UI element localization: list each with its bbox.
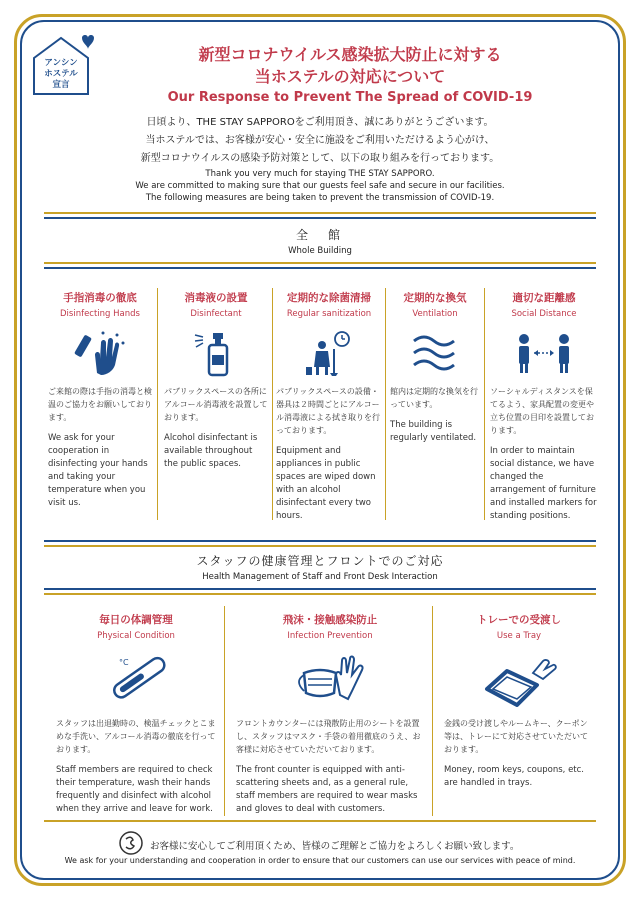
item-title-ja: 飛沫・接触感染防止 xyxy=(282,614,378,626)
column-divider xyxy=(385,288,386,520)
item-desc-en: We ask for your cooperation in disinfecting your hands and taking your temperature when you visit us. xyxy=(48,433,148,508)
page-title-ja xyxy=(120,44,580,88)
item-desc-en: Equipment and appliances in public spaces are wiped down with an alcohol disinfectant every two hours. xyxy=(276,446,376,521)
item-title-ja: トレーでの受渡し xyxy=(477,614,561,626)
column-divider xyxy=(272,288,273,520)
item-desc-en: The building is regularly ventilated. xyxy=(390,420,477,443)
wind-icon xyxy=(408,329,462,377)
item-physical-condition xyxy=(56,612,216,816)
item-title-en: Use a Tray xyxy=(496,631,542,641)
intro-ja xyxy=(40,114,600,168)
section1-top-blue-rule xyxy=(44,217,596,219)
intro-ja-line: 新型コロナウイルスの感染予防対策として、以下の取り組みを行っております。 xyxy=(140,153,500,164)
item-desc-ja: 金銭の受け渡しやルームキー、クーポン等は、トレーにて対応させていただいております。 xyxy=(444,719,588,754)
column-divider xyxy=(432,606,433,816)
tray-icon xyxy=(479,651,559,709)
item-title-ja: 適切な距離感 xyxy=(512,292,576,304)
hand-sanitize-icon xyxy=(73,329,127,377)
item-title-en: Disinfecting Hands xyxy=(60,309,140,319)
section2-bottom-blue-rule xyxy=(44,588,596,590)
distance-icon xyxy=(514,329,574,377)
badge-line3: 宣言 xyxy=(52,80,70,90)
item-desc-en: The front counter is equipped with anti-scattering sheets and, as a general rule, staff members are required to wear masks and gloves to deal with customers. xyxy=(236,765,418,814)
intro-en-line: The following measures are being taken to prevent the transmission of COVID-19. xyxy=(145,193,495,203)
item-desc-en: Alcohol disinfectant is available throughout the public spaces. xyxy=(164,433,258,469)
item-social-distance xyxy=(490,290,598,523)
intro-ja-line: 当ホステルでは、お客様が安心・安全に施設をご利用いただけるよう心がけ、 xyxy=(145,135,495,146)
item-title-ja: 手指消毒の徹底 xyxy=(63,292,137,304)
section2-top-gold-rule xyxy=(44,545,596,547)
column-divider xyxy=(484,288,485,520)
title-line1: 新型コロナウイルス感染拡大防止に対する xyxy=(198,45,502,64)
item-title-en: Infection Prevention xyxy=(287,631,373,641)
item-desc-ja: ソーシャルディスタンスを保てるよう、家具配置の変更や立ち位置の目印を設置しております。 xyxy=(490,387,594,435)
item-title-ja: 定期的な換気 xyxy=(403,292,467,304)
thermometer-icon xyxy=(101,651,171,709)
item-title-ja: 定期的な除菌清掃 xyxy=(287,292,371,304)
svg-text:°C: °C xyxy=(119,658,129,667)
spray-bottle-icon xyxy=(189,329,243,377)
section1-title-en: Whole Building xyxy=(288,246,352,256)
footer-gold-rule xyxy=(44,820,596,822)
item-regular-sanitization xyxy=(276,290,382,523)
section1-title-ja: 全 館 xyxy=(295,228,344,242)
item-use-a-tray xyxy=(444,612,594,790)
section2-top-blue-rule xyxy=(44,540,596,542)
column-divider xyxy=(224,606,225,816)
anshin-hostel-badge xyxy=(28,30,106,100)
item-infection-prevention xyxy=(236,612,424,816)
section1-top-gold-rule xyxy=(44,212,596,214)
item-disinfectant xyxy=(164,290,268,471)
cleaning-icon xyxy=(302,329,356,377)
item-desc-ja: 館内は定期的な換気を行っています。 xyxy=(390,387,478,409)
item-title-ja: 毎日の体調管理 xyxy=(99,614,173,626)
section1-bottom-gold-rule xyxy=(44,262,596,264)
section2-title-en: Health Management of Staff and Front Desk Interaction xyxy=(202,572,438,582)
footer-message-en: We ask for your understanding and cooperation in order to ensure that our customers can use our services with peace of mind. xyxy=(64,856,576,865)
item-desc-en: Staff members are required to check their temperature, wash their hands frequently and disinfect with alcohol when they arrive and leave for work. xyxy=(56,765,213,814)
item-desc-en: Money, room keys, coupons, etc. are handled in trays. xyxy=(444,765,585,788)
footer-message-ja: お客様に安心してご利用頂くため、皆様のご理解とご協力をよろしくお願い致します。 xyxy=(150,841,520,852)
item-title-en: Social Distance xyxy=(511,309,577,319)
item-desc-ja: パブリックスペースの設備・器具は２時間ごとにアルコール消毒液による拭き取りを行っております。 xyxy=(276,387,380,435)
badge-line1: アンシン xyxy=(44,58,78,68)
mask-gloves-icon xyxy=(290,651,370,709)
item-desc-en: In order to maintain social distance, we have changed the arrangement of furniture and installed markers for standing positions. xyxy=(490,446,597,521)
item-title-en: Disinfectant xyxy=(190,309,242,319)
intro-en-line: Thank you very much for staying THE STAY SAPPORO. xyxy=(205,169,435,179)
stay-sapporo-logo-icon xyxy=(118,830,144,856)
item-title-en: Physical Condition xyxy=(97,631,175,641)
item-title-en: Ventilation xyxy=(412,309,458,319)
item-ventilation xyxy=(390,290,480,445)
section2-title-ja: スタッフの健康管理とフロントでのご対応 xyxy=(196,554,444,568)
item-desc-ja: パブリックスペースの各所にアルコール消毒液を設置しております。 xyxy=(164,387,268,422)
intro-ja-line: 日頃より、THE STAY SAPPOROをご利用頂き、誠にありがとうございます。 xyxy=(146,117,494,128)
page-title-en: Our Response to Prevent The Spread of COVID-19 xyxy=(167,90,533,105)
item-disinfecting-hands xyxy=(48,290,152,510)
item-title-en: Regular sanitization xyxy=(286,309,372,319)
title-line2: 当ホステルの対応について xyxy=(254,67,446,86)
section1-bottom-blue-rule xyxy=(44,267,596,269)
column-divider xyxy=(157,288,158,520)
section2-bottom-gold-rule xyxy=(44,593,596,595)
item-desc-ja: フロントカウンターには飛散防止用のシートを設置し、スタッフはマスク・手袋の着用徹底のうえ、お客様に対応させていただいております。 xyxy=(236,719,421,754)
badge-line2: ホステル xyxy=(44,69,78,79)
item-desc-ja: ご来館の際は手指の消毒と検温のご協力をお願いしております。 xyxy=(48,387,152,422)
item-desc-ja: スタッフは出退勤時の、検温チェックとこまめな手洗い、アルコール消毒の徹底を行っております。 xyxy=(56,719,216,754)
intro-en-line: We are committed to making sure that our guests feel safe and secure in our facilities. xyxy=(135,181,505,191)
item-title-ja: 消毒液の設置 xyxy=(184,292,248,304)
intro-en xyxy=(40,168,600,204)
